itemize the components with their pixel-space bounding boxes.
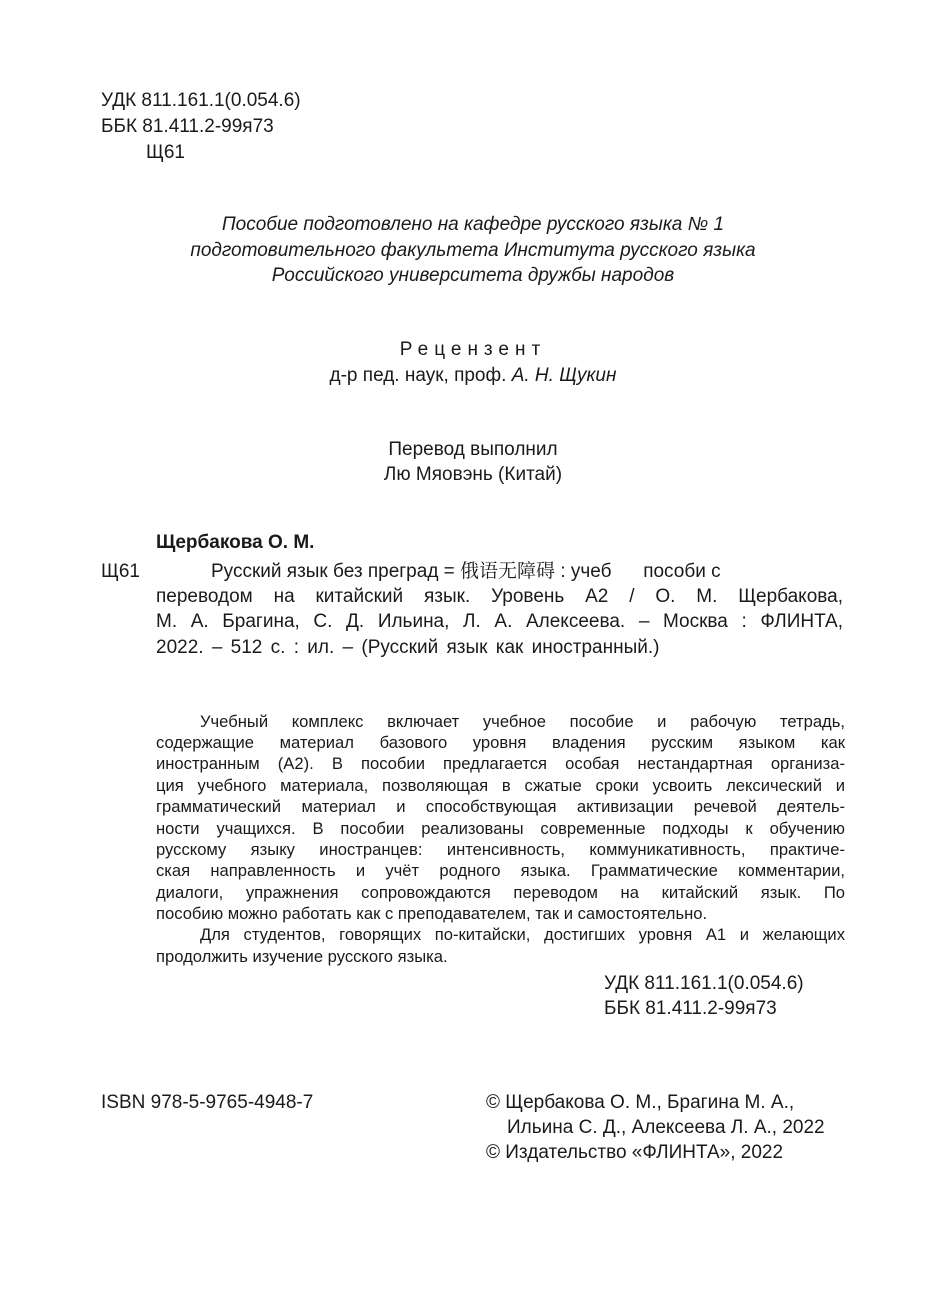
reviewer-name: А. Н. Щукин (511, 365, 617, 386)
annotation-line-8: ская направленность и учёт родного языка. Грамматические комментарии, (156, 861, 845, 880)
reviewer-line (0, 363, 946, 389)
annotation-line-5: грамматический материал и способствующая активизации речевой деятель- (156, 797, 845, 816)
annotation-line-9: диалоги, упражнения сопровождаются переводом на китайский язык. По (156, 883, 845, 902)
annotation-line-2: содержащие материал базового уровня владения русским языком как (156, 733, 845, 752)
bbk-code-repeat: ББК 81.411.2-99я73 (604, 998, 777, 1019)
annotation-line-10: пособию можно работать как с преподавателем, так и самостоятельно. (156, 904, 708, 923)
udk-code: УДК 811.161.1(0.054.6) (101, 90, 301, 111)
annotation-line-6: ности учащихся. В пособии реализованы современные подходы к обучению (156, 819, 845, 838)
translation-label: Перевод выполнил (388, 439, 558, 460)
prepared-by-line-3: Российского университета дружбы народов (271, 265, 675, 286)
copyright-line-2: Ильина С. Д., Алексеева Л. А., 2022 (507, 1117, 825, 1138)
udk-code-repeat: УДК 811.161.1(0.054.6) (604, 973, 804, 994)
bib-author: Щербакова О. М. (156, 532, 315, 553)
reviewer-credentials: д-р пед. наук, проф. (329, 365, 507, 386)
bib-title-line-1: Русский язык без преград = 俄语无障碍 : учеб пособи с (211, 561, 721, 582)
annotation-line-1: Учебный комплекс включает учебное пособие и рабочую тетрадь, (200, 712, 845, 731)
copyright-line-1: © Щербакова О. М., Брагина М. А., (486, 1092, 795, 1113)
bib-mark: Щ61 (101, 561, 140, 582)
copyright-line-3: © Издательство «ФЛИНТА», 2022 (486, 1142, 784, 1163)
annotation-line-3: иностранным (А2). В пособии предлагается особая нестандартная организа- (156, 754, 845, 773)
isbn: ISBN 978-5-9765-4948-7 (101, 1092, 314, 1113)
annotation-line-12: продолжить изучение русского языка. (156, 947, 448, 966)
reviewer-heading: Рецензент (399, 339, 547, 360)
annotation-line-11: Для студентов, говорящих по-китайски, достигших уровня А1 и желающих (200, 925, 845, 944)
bib-title-line-3: М. А. Брагина, С. Д. Ильина, Л. А. Алексеева. – Москва : ФЛИНТА, (156, 611, 843, 632)
annotation-line-4: ция учебного материала, позволяющая в сжатые сроки усвоить лексический и (156, 776, 845, 795)
prepared-by-line-1: Пособие подготовлено на кафедре русского языка № 1 (221, 214, 725, 235)
author-mark: Щ61 (146, 142, 185, 163)
prepared-by-line-2: подготовительного факультета Института русского языка (190, 240, 756, 261)
bbk-code: ББК 81.411.2-99я73 (101, 116, 274, 137)
bib-title-line-2: переводом на китайский язык. Уровень А2 / О. М. Щербакова, (156, 586, 843, 607)
translator-name: Лю Мяовэнь (Китай) (383, 464, 563, 485)
bib-title-line-4: 2022. – 512 с. : ил. – (Русский язык как иностранный.) (156, 637, 660, 658)
annotation-line-7: русскому языку иностранцев: интенсивность, коммуникативность, практиче- (156, 840, 845, 859)
